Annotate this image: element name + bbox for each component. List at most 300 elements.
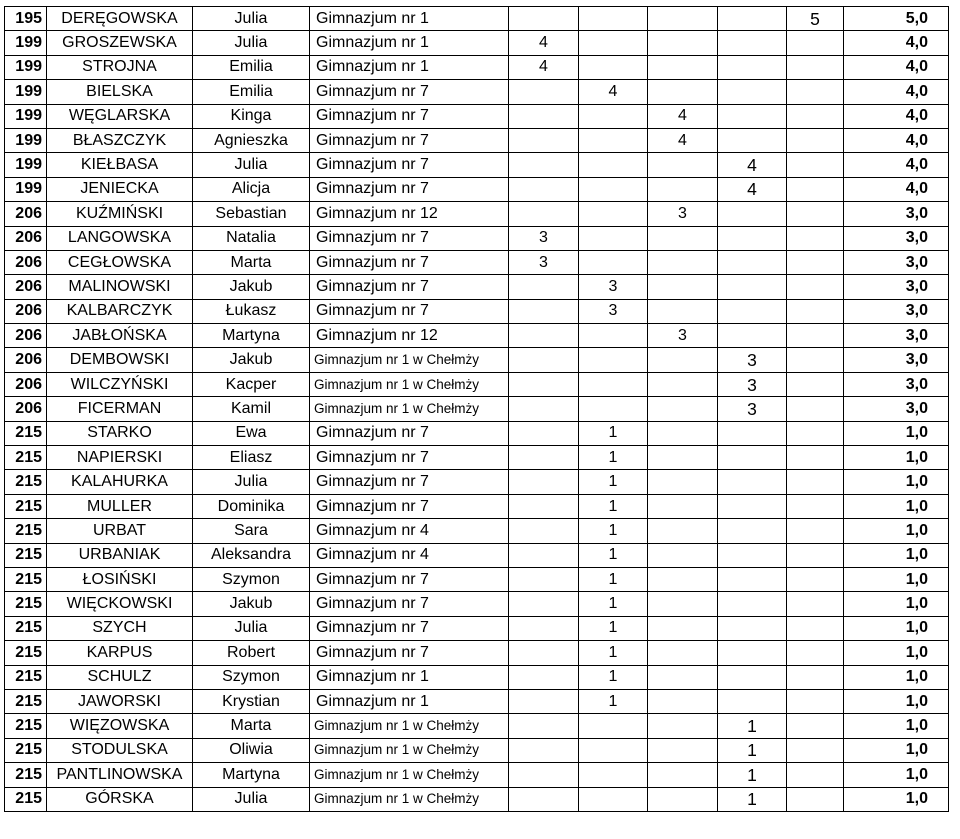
first-name-cell: Krystian (193, 689, 310, 713)
surname-cell: SZYCH (47, 616, 193, 640)
surname-cell: URBANIAK (47, 543, 193, 567)
points-cell (579, 55, 648, 79)
points-cell: 1 (579, 641, 648, 665)
total-cell: 3,0 (844, 324, 949, 348)
table-row (5, 787, 949, 811)
total-cell: 3,0 (844, 226, 949, 250)
rank-cell: 199 (5, 177, 47, 201)
first-name-cell: Julia (193, 616, 310, 640)
points-cell (787, 641, 844, 665)
school-cell: Gimnazjum nr 12 (310, 202, 509, 226)
first-name-cell: Agnieszka (193, 128, 310, 152)
points-cell: 1 (579, 421, 648, 445)
points-cell (509, 567, 579, 591)
school-cell: Gimnazjum nr 7 (310, 226, 509, 250)
points-cell (648, 641, 718, 665)
school-cell: Gimnazjum nr 4 (310, 519, 509, 543)
points-cell (787, 104, 844, 128)
points-cell (787, 299, 844, 323)
total-cell: 1,0 (844, 470, 949, 494)
rank-cell: 206 (5, 226, 47, 250)
school-cell: Gimnazjum nr 1 w Chełmży (310, 348, 509, 372)
points-cell (648, 519, 718, 543)
points-cell (718, 543, 787, 567)
points-cell (787, 567, 844, 591)
table-row (5, 153, 949, 177)
points-cell (648, 616, 718, 640)
rank-cell: 206 (5, 299, 47, 323)
points-cell (579, 7, 648, 31)
points-cell (787, 494, 844, 518)
points-cell (509, 324, 579, 348)
first-name-cell: Szymon (193, 567, 310, 591)
school-cell: Gimnazjum nr 1 w Chełmży (310, 738, 509, 762)
points-cell: 1 (579, 665, 648, 689)
school-cell: Gimnazjum nr 12 (310, 324, 509, 348)
table-row (5, 738, 949, 762)
points-cell: 4 (509, 31, 579, 55)
points-cell (787, 202, 844, 226)
points-cell: 3 (648, 202, 718, 226)
points-cell (718, 519, 787, 543)
school-cell: Gimnazjum nr 7 (310, 641, 509, 665)
points-cell (648, 714, 718, 738)
school-cell: Gimnazjum nr 1 w Chełmży (310, 763, 509, 787)
rank-cell: 199 (5, 153, 47, 177)
table-row (5, 324, 949, 348)
points-cell (648, 397, 718, 421)
points-cell (787, 275, 844, 299)
first-name-cell: Martyna (193, 324, 310, 348)
points-cell (509, 348, 579, 372)
table-row (5, 543, 949, 567)
points-cell (787, 665, 844, 689)
first-name-cell: Kinga (193, 104, 310, 128)
points-cell (509, 446, 579, 470)
total-cell: 3,0 (844, 372, 949, 396)
rank-cell: 199 (5, 31, 47, 55)
school-cell: Gimnazjum nr 7 (310, 470, 509, 494)
total-cell: 4,0 (844, 55, 949, 79)
points-cell: 4 (579, 80, 648, 104)
points-cell (579, 250, 648, 274)
first-name-cell: Aleksandra (193, 543, 310, 567)
points-cell (509, 421, 579, 445)
results-table (4, 6, 949, 812)
points-cell: 1 (579, 494, 648, 518)
points-cell (718, 689, 787, 713)
points-cell: 4 (648, 128, 718, 152)
first-name-cell: Jakub (193, 348, 310, 372)
points-cell (648, 372, 718, 396)
points-cell (509, 299, 579, 323)
points-cell (579, 177, 648, 201)
points-cell: 4 (509, 55, 579, 79)
points-cell (509, 494, 579, 518)
surname-cell: KALBARCZYK (47, 299, 193, 323)
school-cell: Gimnazjum nr 7 (310, 177, 509, 201)
first-name-cell: Szymon (193, 665, 310, 689)
surname-cell: PANTLINOWSKA (47, 763, 193, 787)
points-cell (509, 543, 579, 567)
surname-cell: WILCZYŃSKI (47, 372, 193, 396)
points-cell (509, 153, 579, 177)
points-cell: 1 (579, 470, 648, 494)
total-cell: 3,0 (844, 397, 949, 421)
first-name-cell: Sara (193, 519, 310, 543)
points-cell (718, 641, 787, 665)
table-row (5, 226, 949, 250)
points-cell: 3 (509, 250, 579, 274)
school-cell: Gimnazjum nr 7 (310, 153, 509, 177)
points-cell (648, 177, 718, 201)
points-cell: 1 (579, 567, 648, 591)
table-row (5, 763, 949, 787)
rank-cell: 199 (5, 128, 47, 152)
total-cell: 1,0 (844, 738, 949, 762)
points-cell (648, 543, 718, 567)
total-cell: 3,0 (844, 348, 949, 372)
points-cell (648, 275, 718, 299)
points-cell (579, 104, 648, 128)
points-cell (648, 470, 718, 494)
points-cell (648, 665, 718, 689)
points-cell (579, 787, 648, 811)
total-cell: 4,0 (844, 104, 949, 128)
surname-cell: MULLER (47, 494, 193, 518)
points-cell (718, 275, 787, 299)
points-cell (648, 153, 718, 177)
first-name-cell: Julia (193, 787, 310, 811)
rank-cell: 206 (5, 250, 47, 274)
table-row (5, 470, 949, 494)
points-cell: 3 (509, 226, 579, 250)
first-name-cell: Julia (193, 31, 310, 55)
school-cell: Gimnazjum nr 7 (310, 250, 509, 274)
points-cell (648, 7, 718, 31)
school-cell: Gimnazjum nr 1 (310, 689, 509, 713)
points-cell (509, 128, 579, 152)
points-cell (579, 324, 648, 348)
total-cell: 4,0 (844, 153, 949, 177)
points-cell (509, 397, 579, 421)
rank-cell: 215 (5, 470, 47, 494)
total-cell: 4,0 (844, 80, 949, 104)
school-cell: Gimnazjum nr 7 (310, 567, 509, 591)
rank-cell: 206 (5, 202, 47, 226)
points-cell (509, 202, 579, 226)
total-cell: 1,0 (844, 446, 949, 470)
rank-cell: 206 (5, 324, 47, 348)
points-cell: 1 (579, 592, 648, 616)
first-name-cell: Jakub (193, 275, 310, 299)
table-row (5, 494, 949, 518)
surname-cell: NAPIERSKI (47, 446, 193, 470)
points-cell (648, 55, 718, 79)
points-cell (509, 372, 579, 396)
points-cell: 3 (579, 299, 648, 323)
surname-cell: WĘGLARSKA (47, 104, 193, 128)
table-row (5, 55, 949, 79)
points-cell (718, 299, 787, 323)
table-row (5, 104, 949, 128)
points-cell: 3 (579, 275, 648, 299)
points-cell (718, 226, 787, 250)
points-cell (509, 714, 579, 738)
points-cell (787, 324, 844, 348)
points-cell (509, 592, 579, 616)
surname-cell: KUŹMIŃSKI (47, 202, 193, 226)
school-cell: Gimnazjum nr 1 w Chełmży (310, 372, 509, 396)
table-row (5, 641, 949, 665)
points-cell (787, 689, 844, 713)
points-cell (718, 250, 787, 274)
first-name-cell: Marta (193, 250, 310, 274)
points-cell (787, 616, 844, 640)
school-cell: Gimnazjum nr 7 (310, 616, 509, 640)
points-cell (648, 421, 718, 445)
points-cell: 5 (787, 7, 844, 31)
school-cell: Gimnazjum nr 7 (310, 421, 509, 445)
points-cell (579, 202, 648, 226)
surname-cell: KIEŁBASA (47, 153, 193, 177)
table-row (5, 689, 949, 713)
points-cell (787, 592, 844, 616)
total-cell: 1,0 (844, 689, 949, 713)
first-name-cell: Ewa (193, 421, 310, 445)
points-cell (648, 787, 718, 811)
table-row (5, 592, 949, 616)
points-cell (787, 177, 844, 201)
points-cell (509, 616, 579, 640)
points-cell: 1 (579, 689, 648, 713)
points-cell (787, 226, 844, 250)
total-cell: 4,0 (844, 31, 949, 55)
rank-cell: 215 (5, 494, 47, 518)
surname-cell: BIELSKA (47, 80, 193, 104)
points-cell (787, 128, 844, 152)
points-cell (579, 738, 648, 762)
total-cell: 1,0 (844, 519, 949, 543)
surname-cell: KARPUS (47, 641, 193, 665)
school-cell: Gimnazjum nr 7 (310, 275, 509, 299)
points-cell (787, 787, 844, 811)
first-name-cell: Jakub (193, 592, 310, 616)
points-cell: 4 (648, 104, 718, 128)
surname-cell: STODULSKA (47, 738, 193, 762)
rank-cell: 206 (5, 372, 47, 396)
points-cell: 1 (718, 787, 787, 811)
points-cell (787, 31, 844, 55)
total-cell: 1,0 (844, 494, 949, 518)
total-cell: 5,0 (844, 7, 949, 31)
table-row (5, 80, 949, 104)
points-cell: 1 (718, 763, 787, 787)
table-row (5, 348, 949, 372)
school-cell: Gimnazjum nr 1 w Chełmży (310, 397, 509, 421)
points-cell (509, 470, 579, 494)
points-cell (718, 31, 787, 55)
points-cell (648, 567, 718, 591)
points-cell: 1 (718, 738, 787, 762)
rank-cell: 215 (5, 689, 47, 713)
points-cell (718, 616, 787, 640)
points-cell (579, 372, 648, 396)
surname-cell: FICERMAN (47, 397, 193, 421)
points-cell (579, 153, 648, 177)
points-cell (509, 104, 579, 128)
surname-cell: JAWORSKI (47, 689, 193, 713)
rank-cell: 215 (5, 787, 47, 811)
points-cell (509, 787, 579, 811)
surname-cell: KALAHURKA (47, 470, 193, 494)
points-cell (648, 494, 718, 518)
total-cell: 3,0 (844, 299, 949, 323)
table-row (5, 397, 949, 421)
table-row (5, 567, 949, 591)
results-body (5, 7, 949, 812)
first-name-cell: Eliasz (193, 446, 310, 470)
points-cell: 3 (718, 348, 787, 372)
points-cell (718, 421, 787, 445)
points-cell (648, 226, 718, 250)
school-cell: Gimnazjum nr 7 (310, 446, 509, 470)
points-cell (579, 226, 648, 250)
surname-cell: ŁOSIŃSKI (47, 567, 193, 591)
points-cell (718, 592, 787, 616)
total-cell: 1,0 (844, 592, 949, 616)
points-cell (787, 421, 844, 445)
points-cell (509, 519, 579, 543)
points-cell (787, 372, 844, 396)
first-name-cell: Emilia (193, 55, 310, 79)
table-row (5, 299, 949, 323)
rank-cell: 199 (5, 104, 47, 128)
points-cell (718, 7, 787, 31)
table-row (5, 31, 949, 55)
surname-cell: JABŁOŃSKA (47, 324, 193, 348)
points-cell (579, 348, 648, 372)
points-cell (787, 446, 844, 470)
rank-cell: 199 (5, 80, 47, 104)
school-cell: Gimnazjum nr 1 (310, 31, 509, 55)
total-cell: 4,0 (844, 128, 949, 152)
points-cell (648, 299, 718, 323)
points-cell (579, 31, 648, 55)
points-cell (718, 55, 787, 79)
points-cell (718, 567, 787, 591)
surname-cell: STROJNA (47, 55, 193, 79)
table-row (5, 250, 949, 274)
points-cell (787, 763, 844, 787)
points-cell (718, 446, 787, 470)
points-cell (787, 153, 844, 177)
surname-cell: JENIECKA (47, 177, 193, 201)
first-name-cell: Dominika (193, 494, 310, 518)
table-row (5, 421, 949, 445)
points-cell (787, 397, 844, 421)
table-row (5, 714, 949, 738)
rank-cell: 215 (5, 446, 47, 470)
rank-cell: 206 (5, 275, 47, 299)
total-cell: 1,0 (844, 567, 949, 591)
points-cell (509, 80, 579, 104)
first-name-cell: Łukasz (193, 299, 310, 323)
rank-cell: 215 (5, 519, 47, 543)
points-cell (648, 763, 718, 787)
school-cell: Gimnazjum nr 7 (310, 80, 509, 104)
points-cell (579, 763, 648, 787)
points-cell (787, 543, 844, 567)
points-cell: 3 (718, 397, 787, 421)
points-cell (648, 31, 718, 55)
table-row (5, 128, 949, 152)
first-name-cell: Oliwia (193, 738, 310, 762)
points-cell (648, 689, 718, 713)
points-cell (648, 80, 718, 104)
first-name-cell: Natalia (193, 226, 310, 250)
surname-cell: CEGŁOWSKA (47, 250, 193, 274)
points-cell (509, 665, 579, 689)
school-cell: Gimnazjum nr 7 (310, 104, 509, 128)
first-name-cell: Kamil (193, 397, 310, 421)
points-cell (579, 128, 648, 152)
total-cell: 1,0 (844, 787, 949, 811)
points-cell: 1 (579, 616, 648, 640)
first-name-cell: Marta (193, 714, 310, 738)
first-name-cell: Emilia (193, 80, 310, 104)
rank-cell: 215 (5, 421, 47, 445)
points-cell (509, 738, 579, 762)
table-row (5, 446, 949, 470)
surname-cell: BŁASZCZYK (47, 128, 193, 152)
first-name-cell: Julia (193, 470, 310, 494)
points-cell (648, 446, 718, 470)
surname-cell: WIĘCKOWSKI (47, 592, 193, 616)
surname-cell: GROSZEWSKA (47, 31, 193, 55)
table-row (5, 177, 949, 201)
rank-cell: 195 (5, 7, 47, 31)
points-cell (648, 348, 718, 372)
total-cell: 1,0 (844, 543, 949, 567)
total-cell: 1,0 (844, 763, 949, 787)
points-cell (579, 714, 648, 738)
total-cell: 3,0 (844, 275, 949, 299)
points-cell (648, 592, 718, 616)
points-cell (718, 80, 787, 104)
rank-cell: 215 (5, 543, 47, 567)
rank-cell: 215 (5, 665, 47, 689)
surname-cell: LANGOWSKA (47, 226, 193, 250)
total-cell: 1,0 (844, 665, 949, 689)
table-row (5, 7, 949, 31)
school-cell: Gimnazjum nr 1 (310, 7, 509, 31)
points-cell: 3 (648, 324, 718, 348)
rank-cell: 199 (5, 55, 47, 79)
total-cell: 1,0 (844, 641, 949, 665)
points-cell (787, 55, 844, 79)
surname-cell: WIĘZOWSKA (47, 714, 193, 738)
school-cell: Gimnazjum nr 1 w Chełmży (310, 714, 509, 738)
points-cell: 1 (579, 543, 648, 567)
points-cell (787, 250, 844, 274)
rank-cell: 215 (5, 592, 47, 616)
points-cell (648, 250, 718, 274)
points-cell (718, 470, 787, 494)
first-name-cell: Robert (193, 641, 310, 665)
rank-cell: 215 (5, 567, 47, 591)
points-cell: 1 (579, 446, 648, 470)
